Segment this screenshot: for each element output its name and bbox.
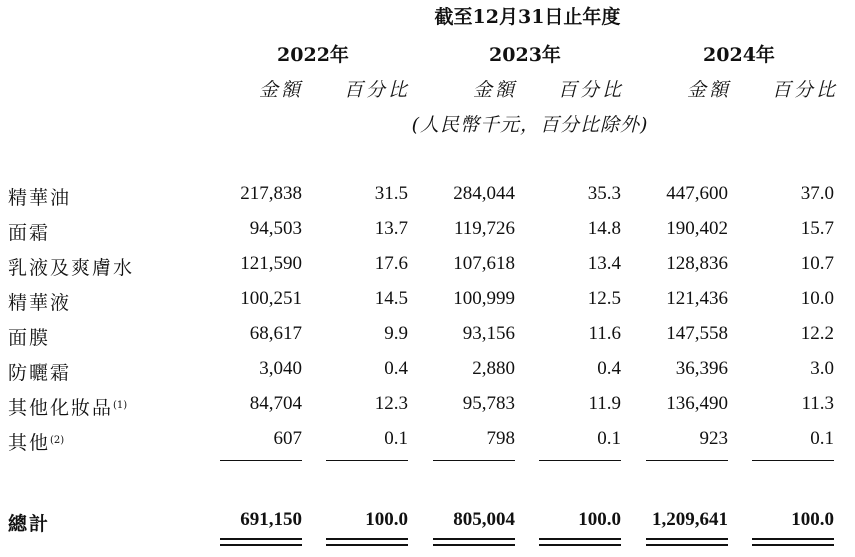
- cell-2022-amount: 100,251: [240, 288, 302, 309]
- cell-2022-percent: 17.6: [374, 253, 408, 274]
- total-rule-2023-percent: [539, 538, 621, 546]
- cell-2022-amount: 68,617: [249, 323, 302, 344]
- cell-2022-amount: 94,503: [249, 218, 302, 239]
- cell-2023-percent: 35.3: [587, 183, 621, 204]
- total-rule-2024-percent: [752, 538, 834, 546]
- year-2024-header: 2024年: [703, 44, 775, 66]
- subtotal-rule-2024-percent: [752, 460, 834, 461]
- percent-2023-header: 百分比: [557, 79, 624, 101]
- total-2023-percent: 100.0: [578, 509, 621, 530]
- period-header: 截至12月31日止年度: [434, 6, 621, 28]
- cell-2024-percent: 0.1: [810, 428, 834, 449]
- cell-2022-amount: 607: [273, 428, 302, 449]
- subtotal-rule-2024-amount: [646, 460, 728, 461]
- cell-2024-percent: 12.2: [800, 323, 834, 344]
- cell-2024-percent: 11.3: [801, 393, 834, 414]
- cell-2023-amount: 93,156: [462, 323, 515, 344]
- subtotal-rule-2023-amount: [433, 460, 515, 461]
- cell-2022-percent: 31.5: [374, 183, 408, 204]
- cell-2024-percent: 10.7: [800, 253, 834, 274]
- cell-2024-amount: 923: [699, 428, 728, 449]
- cell-2022-percent: 12.3: [374, 393, 408, 414]
- row-label: [8, 218, 50, 245]
- cell-2022-percent: 0.1: [384, 428, 408, 449]
- total-rule-2024-amount: [646, 538, 728, 546]
- cell-2024-amount: 136,490: [666, 393, 728, 414]
- total-rule-2022-amount: [220, 538, 302, 546]
- cell-2024-amount: 36,396: [675, 358, 728, 379]
- cell-2023-percent: 13.4: [587, 253, 621, 274]
- amount-2022-header: 金額: [258, 79, 303, 101]
- subtotal-rule-2023-percent: [539, 460, 621, 461]
- cell-2023-amount: 119,726: [453, 218, 515, 239]
- cell-2023-amount: 798: [486, 428, 515, 449]
- row-label: [8, 393, 127, 420]
- cell-2024-amount: 147,558: [666, 323, 728, 344]
- percent-2022-header: 百分比: [343, 79, 410, 101]
- cell-2023-amount: 100,999: [453, 288, 515, 309]
- cell-2024-percent: 3.0: [810, 358, 834, 379]
- cell-2022-percent: 0.4: [384, 358, 408, 379]
- cell-2022-percent: 13.7: [374, 218, 408, 239]
- cell-2024-amount: 128,836: [666, 253, 728, 274]
- cell-2022-percent: 9.9: [384, 323, 408, 344]
- footnote-marker: (1): [113, 400, 128, 411]
- row-label-text: 精華油: [8, 187, 72, 209]
- row-label-text: 其他: [8, 432, 51, 454]
- cell-2023-amount: 107,618: [453, 253, 515, 274]
- cell-2022-amount: 121,590: [240, 253, 302, 274]
- cell-2023-percent: 0.1: [597, 428, 621, 449]
- cell-2024-percent: 10.0: [800, 288, 834, 309]
- total-label: 總計: [8, 513, 51, 535]
- cell-2024-percent: 37.0: [800, 183, 834, 204]
- row-label-text: 其他化妝品: [8, 397, 114, 419]
- total-rule-2023-amount: [433, 538, 515, 546]
- total-rule-2022-percent: [326, 538, 408, 546]
- cell-2023-percent: 12.5: [587, 288, 621, 309]
- row-label-text: 面膜: [8, 327, 51, 349]
- cell-2022-amount: 217,838: [240, 183, 302, 204]
- total-2022-amount: 691,150: [240, 509, 302, 530]
- row-label-text: 防曬霜: [8, 362, 72, 384]
- unit-note: (人民幣千元，百分比除外): [411, 114, 649, 136]
- row-label: [8, 288, 71, 315]
- row-label: [8, 183, 71, 210]
- amount-2024-header: 金額: [686, 79, 731, 101]
- cell-2023-amount: 2,880: [472, 358, 515, 379]
- row-label: [8, 428, 64, 455]
- total-2024-percent: 100.0: [791, 509, 834, 530]
- row-label-text: 面霜: [8, 222, 51, 244]
- cell-2024-percent: 15.7: [800, 218, 834, 239]
- amount-2023-header: 金額: [472, 79, 517, 101]
- cell-2023-percent: 14.8: [587, 218, 621, 239]
- cell-2023-percent: 11.6: [588, 323, 621, 344]
- cell-2022-amount: 84,704: [249, 393, 302, 414]
- year-2022-header: 2022年: [277, 44, 349, 66]
- footnote-marker: (2): [50, 435, 65, 446]
- row-label-text: 乳液及爽膚水: [8, 257, 135, 279]
- cell-2023-percent: 11.9: [588, 393, 621, 414]
- row-label: [8, 323, 50, 350]
- cell-2023-amount: 284,044: [453, 183, 515, 204]
- total-2024-amount: 1,209,641: [652, 509, 728, 530]
- row-label: [8, 253, 134, 280]
- subtotal-rule-2022-percent: [326, 460, 408, 461]
- percent-2024-header: 百分比: [771, 79, 838, 101]
- total-2022-percent: 100.0: [365, 509, 408, 530]
- cell-2023-amount: 95,783: [462, 393, 515, 414]
- total-2023-amount: 805,004: [453, 509, 515, 530]
- row-label-text: 精華液: [8, 292, 72, 314]
- cell-2024-amount: 447,600: [666, 183, 728, 204]
- year-2023-header: 2023年: [489, 44, 561, 66]
- subtotal-rule-2022-amount: [220, 460, 302, 461]
- row-label: [8, 358, 71, 385]
- cell-2024-amount: 121,436: [666, 288, 728, 309]
- cell-2022-percent: 14.5: [374, 288, 408, 309]
- cell-2023-percent: 0.4: [597, 358, 621, 379]
- cell-2022-amount: 3,040: [259, 358, 302, 379]
- cell-2024-amount: 190,402: [666, 218, 728, 239]
